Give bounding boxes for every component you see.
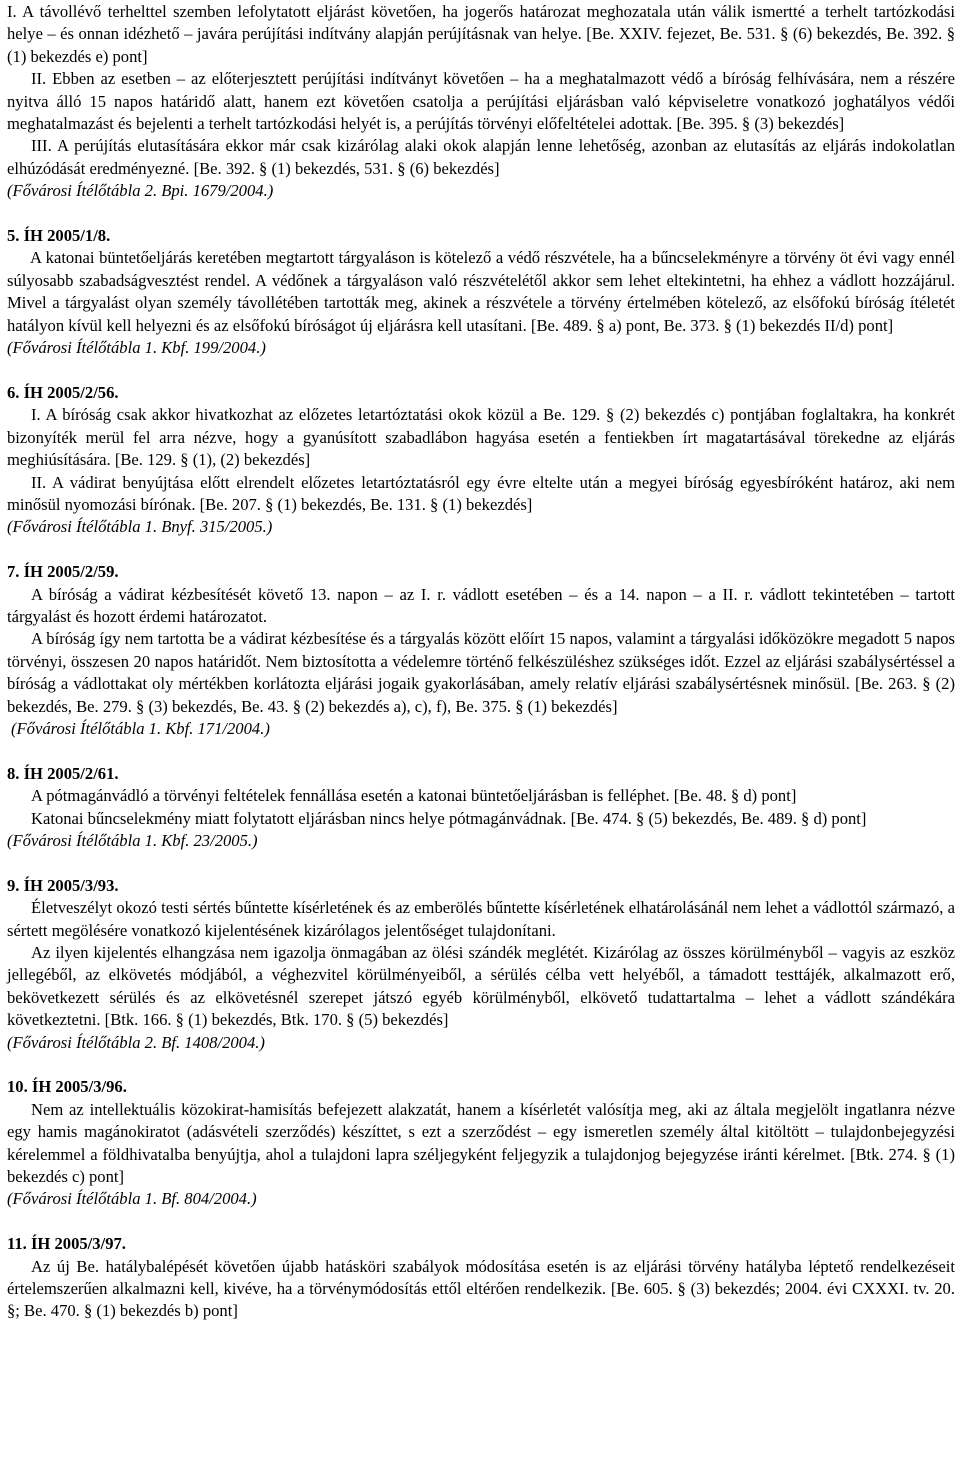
- section-heading: 11. ÍH 2005/3/97.: [7, 1234, 126, 1254]
- section-heading: 10. ÍH 2005/3/96.: [7, 1077, 127, 1097]
- section-paragraph: I. A bíróság csak akkor hivatkozhat az előzetes letartóztatási okok közül a Be. 129. § (2) bekezdés c) pontjában foglaltakra, ha konkrét bizonyíték merül fel arra nézve, hogy a gyanúsított szabadlábon hagyása esetén a fentiekben írt magatartásával törekedne az eljárás meghiúsítására. [Be. 129. § (1), (2) bekezdés]: [7, 405, 955, 470]
- section-spacer: [7, 1211, 955, 1233]
- section-paragraph: Az új Be. hatálybalépését követően újabb hatásköri szabályok módosítása esetén is az eljárási törvény hatályba léptető rendelkezéseit értelemszerűen alkalmazni kell, kivéve, ha a törvénymódosítás ettől eltérően rendelkezik. [Be. 605. § (3) bekezdés; 2004. évi CXXXI. tv. 20. §; Be. 470. § (1) bekezdés b) pont]: [7, 1256, 955, 1321]
- section-8: [7, 763, 955, 853]
- section-paragraph: A bíróság a vádirat kézbesítését követő 13. napon – az I. r. vádlott esetében – és a 14. napon – a II. r. vádlott tekintetében – tartott tárgyalást és hozott érdemi határozatot.: [7, 584, 955, 626]
- section-paragraph: II. A vádirat benyújtása előtt elrendelt előzetes letartóztatásról egy évre eltelte után a megyei bíróság egyesbíróként határoz, aki nem minősül nyomozási bírónak. [Be. 207. § (1) bekezdés, Be. 131. § (1) bekezdés]: [7, 472, 955, 514]
- section-paragraph: Az ilyen kijelentés elhangzása nem igazolja önmagában az ölési szándék meglétét. Kizárólag az összes körülményből – vagyis az eszköz jellegéből, az elkövetés módjából, a véghezvitel körülményeiből, a sérülés célba vett helyéből, a támadott testtájék, alkalmazott erő, bekövetkezett sérülés és az elkövetésnél szerepet játszó egyéb körülményből, elkövető tudattartalma – lehet a vádlott szándékára következtetni. [Btk. 166. § (1) bekezdés, Btk. 170. § (5) bekezdés]: [7, 942, 955, 1030]
- section-7: [7, 561, 955, 740]
- section-spacer: [7, 359, 955, 381]
- section-6: [7, 382, 955, 539]
- section-heading: 8. ÍH 2005/2/61.: [7, 763, 119, 783]
- case-source: (Fővárosi Ítélőtábla 1. Kbf. 199/2004.): [7, 338, 266, 358]
- section-spacer: [7, 1054, 955, 1076]
- section-10: [7, 1076, 955, 1210]
- case-source: (Fővárosi Ítélőtábla 2. Bpi. 1679/2004.): [7, 181, 274, 201]
- case-source: (Fővárosi Ítélőtábla 1. Bf. 804/2004.): [7, 1189, 257, 1209]
- section-paragraph: A pótmagánvádló a törvényi feltételek fennállása esetén a katonai büntetőeljárásban is felléphet. [Be. 48. § d) pont]: [31, 786, 797, 806]
- section-11: [7, 1233, 955, 1323]
- intro-paragraph-2: II. Ebben az esetben – az előterjesztett perújítási indítványt követően – ha a meghatalmazott védő a bíróság felhívására, nem a részére nyitva álló 15 napos határidő alatt, hanem ezt követően csatolja a perújítási eljárásban való képviseletre vonatkozó joghatályos védői meghatalmazást és bejelenti a terhelt tartózkodási helyét is, a perújítás törvényi előfeltételei adottak. [Be. 395. § (3) bekezdés]: [7, 69, 955, 134]
- case-source: (Fővárosi Ítélőtábla 2. Bf. 1408/2004.): [7, 1032, 265, 1052]
- section-spacer: [7, 203, 955, 225]
- case-source: (Fővárosi Ítélőtábla 1. Bnyf. 315/2005.): [7, 517, 273, 537]
- section-paragraph: A katonai büntetőeljárás keretében megtartott tárgyaláson is kötelező a védő részvétele, ha a bűncselekményre a törvény öt évi vagy ennél súlyosabb szabadságvesztést rendel. A védőnek a tárgyaláson való részvételétől akkor sem lehet eltekintetni, ha ehhez a vádlott hozzájárul. Mivel a tárgyalást olyan személy távollétében tartották meg, akinek a részvétele a törvény értelmében kötelező, az elsőfokú bíróság ítéletét hatályon kívül kell helyezni és az elsőfokú bíróságot új eljárásra kell utasítani. [Be. 489. § a) pont, Be. 373. § (1) bekezdés II/d) pont]: [7, 248, 955, 335]
- section-heading: 5. ÍH 2005/1/8.: [7, 226, 111, 246]
- section-9: [7, 875, 955, 1054]
- section-heading: 9. ÍH 2005/3/93.: [7, 875, 119, 895]
- section-spacer: [7, 852, 955, 874]
- section-5: [7, 225, 955, 359]
- section-heading: 6. ÍH 2005/2/56.: [7, 382, 119, 402]
- section-heading: 7. ÍH 2005/2/59.: [7, 562, 119, 582]
- intro-paragraph-3: III. A perújítás elutasítására ekkor már csak kizárólag alaki okok alapján lenne lehetőség, azonban az elutasítás az eljárás indokolatlan elhúzódását eredményezné. [Be. 392. § (1) bekezdés, 531. § (6) bekezdés]: [7, 136, 955, 178]
- intro-paragraph-1: I. A távollévő terhelttel szemben lefolytatott eljárást követően, ha jogerős határozat meghozatala után válik ismertté a terhelt tartózkodási helye – és onnan idézhető – javára perújítási indítvány alapján perújításnak van helye. [Be. XXIV. fejezet, Be. 531. § (6) bekezdés, Be. 392. § (1) bekezdés e) pont]: [7, 2, 955, 66]
- case-source: (Fővárosi Ítélőtábla 1. Kbf. 171/2004.): [11, 718, 270, 738]
- case-source: (Fővárosi Ítélőtábla 1. Kbf. 23/2005.): [7, 830, 258, 850]
- section-paragraph: A bíróság így nem tartotta be a vádirat kézbesítése és a tárgyalás között előírt 15 napos, valamint a tárgyalási időközökre megadott 5 napos törvényi, összesen 20 napos határidőt. Nem biztosította a védelemre történő felkészüléshez szükséges időt. Ezzel az eljárási szabálysértéssel a bíróság a vádlottakat oly mértékben korlátozta eljárási jogaik gyakorlásában, amely relatív eljárási szabálysértésnek minősül. [Be. 263. § (2) bekezdés, Be. 279. § (3) bekezdés, Be. 43. § (2) bekezdés a), c), f), Be. 375. § (1) bekezdés]: [7, 629, 955, 716]
- section-paragraph: Életveszélyt okozó testi sértés bűntette kísérletének és az emberölés bűntette kísérletének elhatárolásánál nem lehet a vádlottól származó, a sértett megölésére vonatkozó kijelentésének kizárólagos jelentőséget tulajdonítani.: [7, 898, 955, 940]
- section-paragraph: Katonai bűncselekmény miatt folytatott eljárásban nincs helye pótmagánvádnak. [Be. 474. § (5) bekezdés, Be. 489. § d) pont]: [31, 808, 867, 828]
- section-spacer: [7, 740, 955, 762]
- section-paragraph: Nem az intellektuális közokirat-hamisítás befejezett alakzatát, hanem a kísérletét valósítja meg, aki az általa megjelölt ingatlanra nézve egy hamis magánokiratot (adásvételi szerződés) készíttet, s ezt a szerződést – egy ismeretlen személy által kitöltött – tulajdonbejegyzési kérelemmel a földhivatalba benyújtja, ahol a tulajdoni lapra széljegyként feljegyzik a tulajdonjog bejegyzése iránti kérelmet. [Btk. 274. § (1) bekezdés c) pont]: [7, 1099, 955, 1187]
- intro-section: [7, 1, 955, 203]
- section-spacer: [7, 539, 955, 561]
